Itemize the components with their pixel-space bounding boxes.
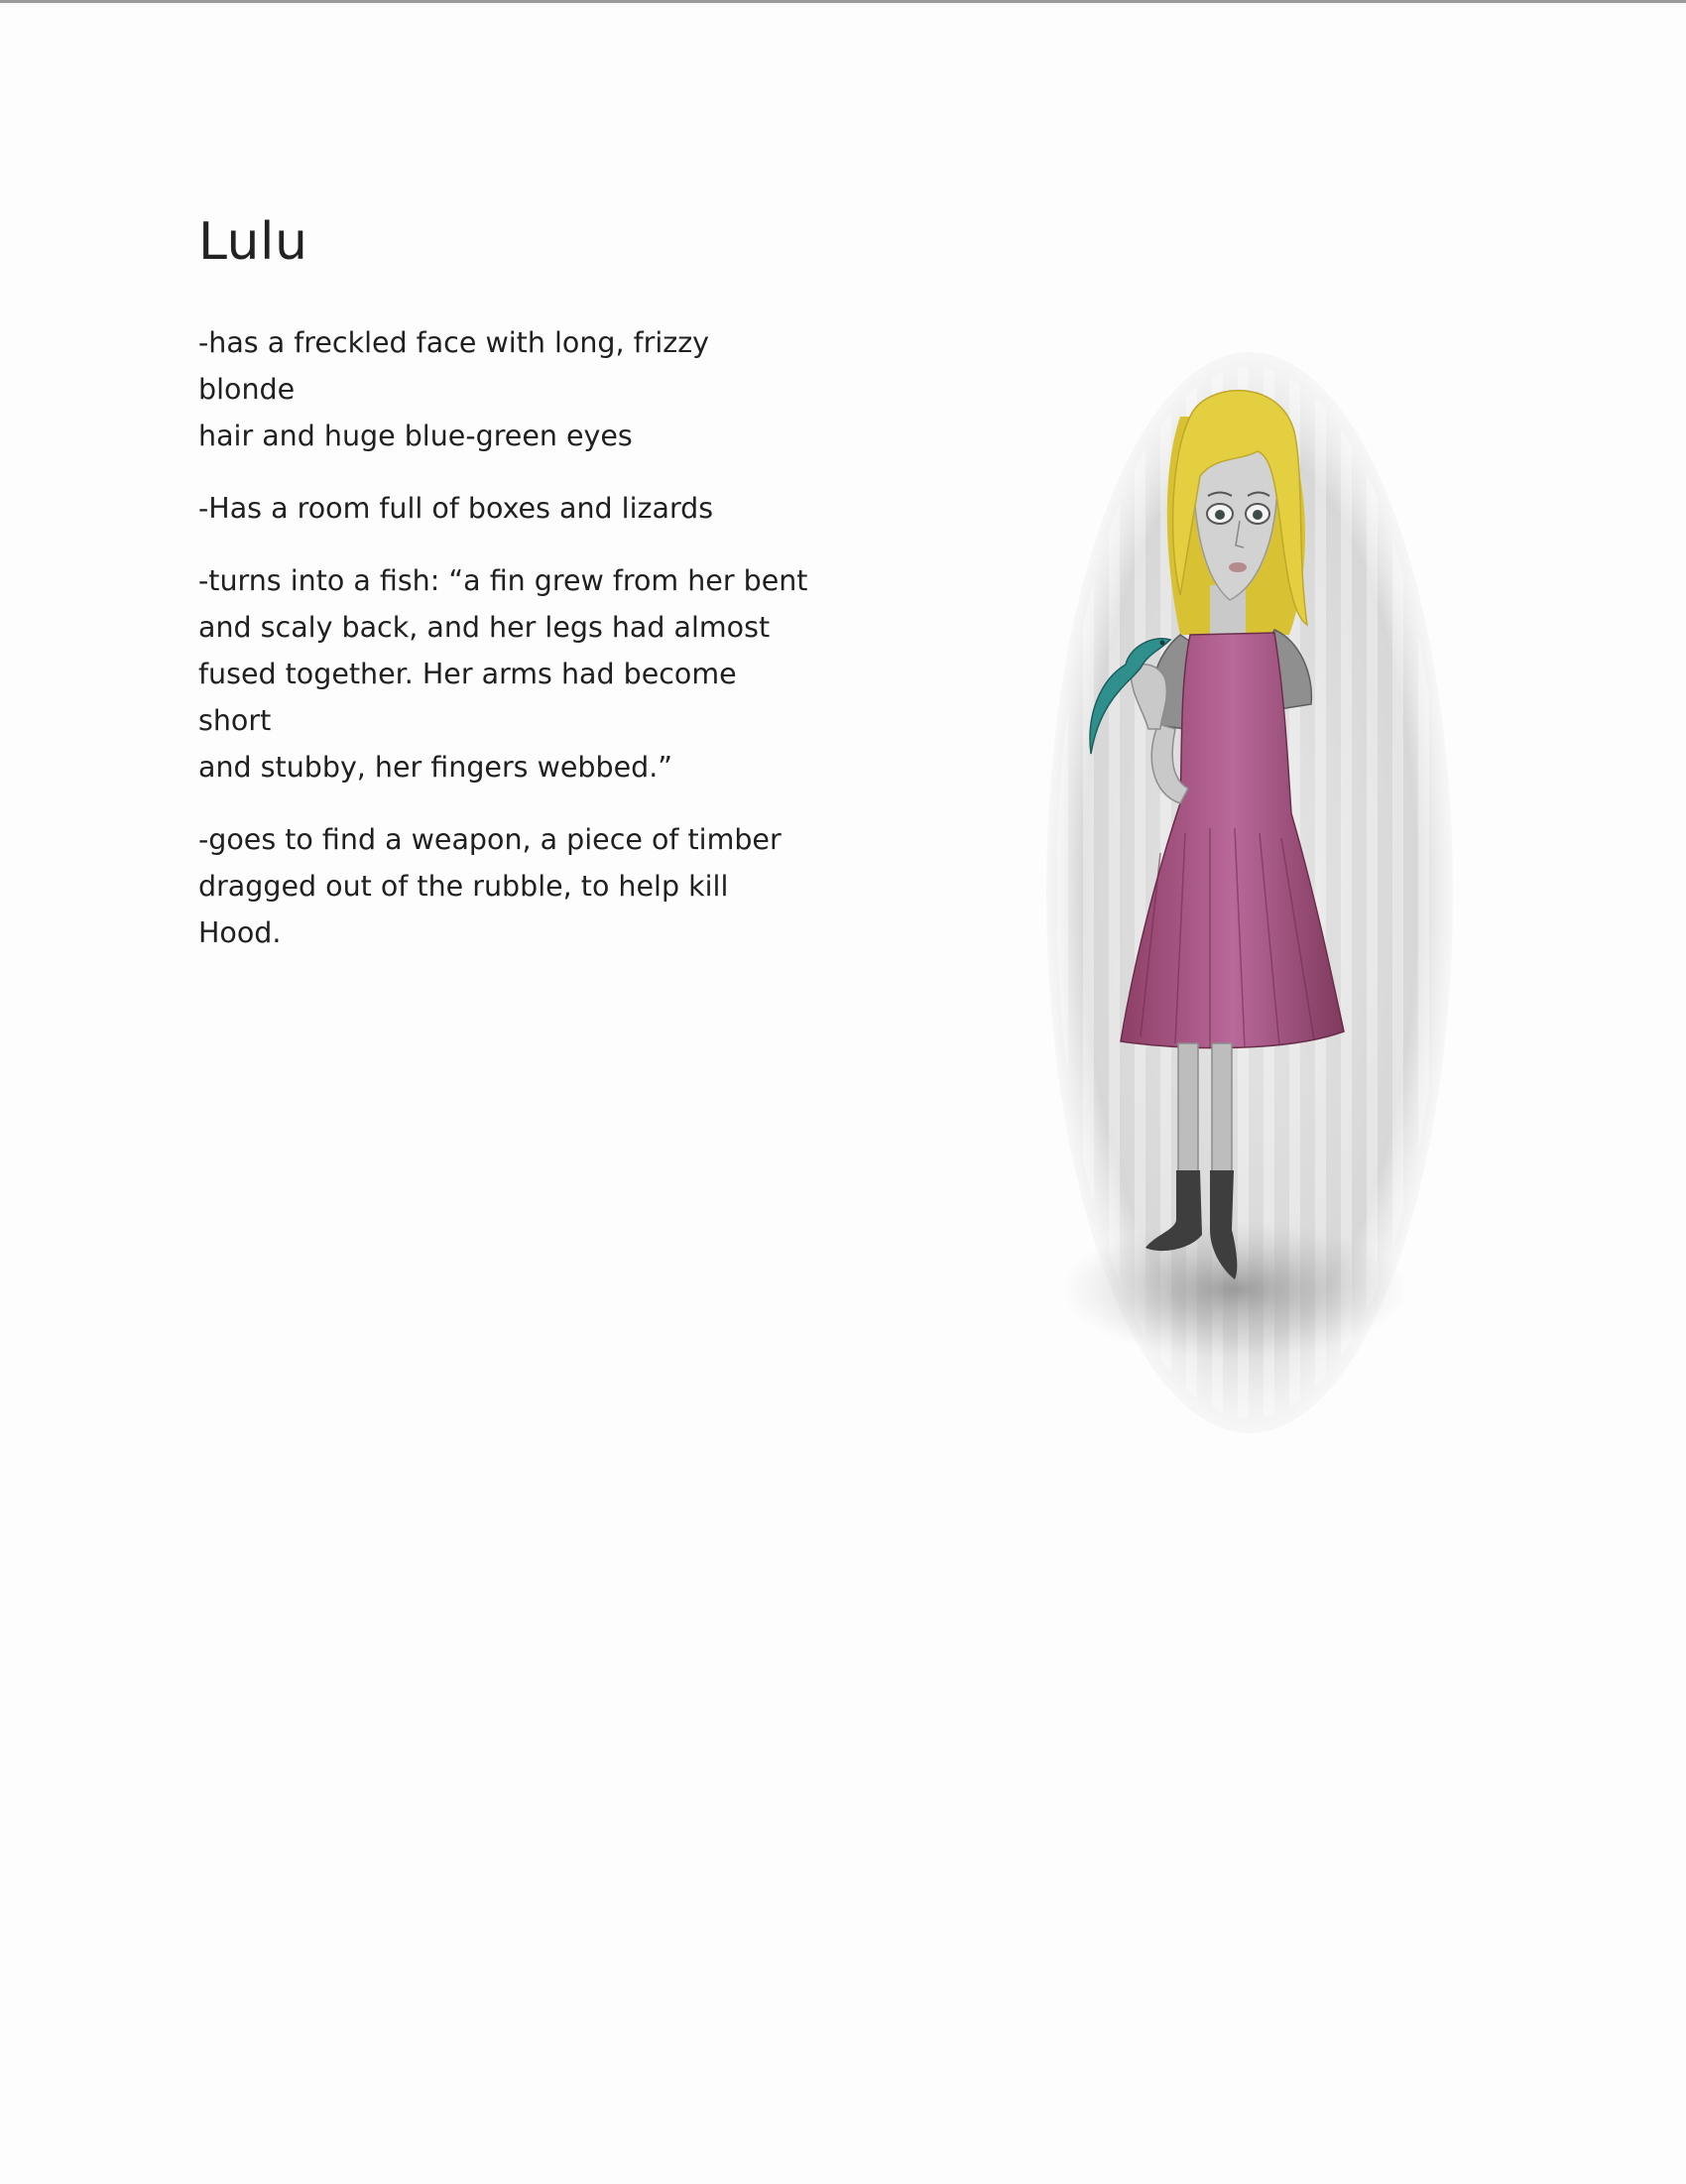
note-transformation: -turns into a fish: “a fin grew from her bent and scaly back, and her legs had almost fused together. Her arms had become short and stubby, her fingers webbed.” (198, 564, 808, 784)
scan-top-edge (0, 0, 1686, 3)
right-leg (1212, 1043, 1232, 1172)
floor-shadow (1061, 1220, 1408, 1359)
note-weapon: -goes to find a weapon, a piece of timber dragged out of the rubble, to help kill Hood. (198, 823, 782, 949)
girl-with-lizard-drawing (1031, 337, 1468, 1448)
note-room: -Has a room full of boxes and lizards (198, 492, 714, 525)
note-appearance: -has a freckled face with long, frizzy blonde hair and huge blue-green eyes (198, 326, 710, 452)
mouth (1229, 562, 1247, 572)
left-leg (1178, 1043, 1198, 1172)
character-notes (198, 319, 813, 982)
character-illustration (1031, 337, 1468, 1448)
page-title: Lulu (198, 212, 308, 272)
